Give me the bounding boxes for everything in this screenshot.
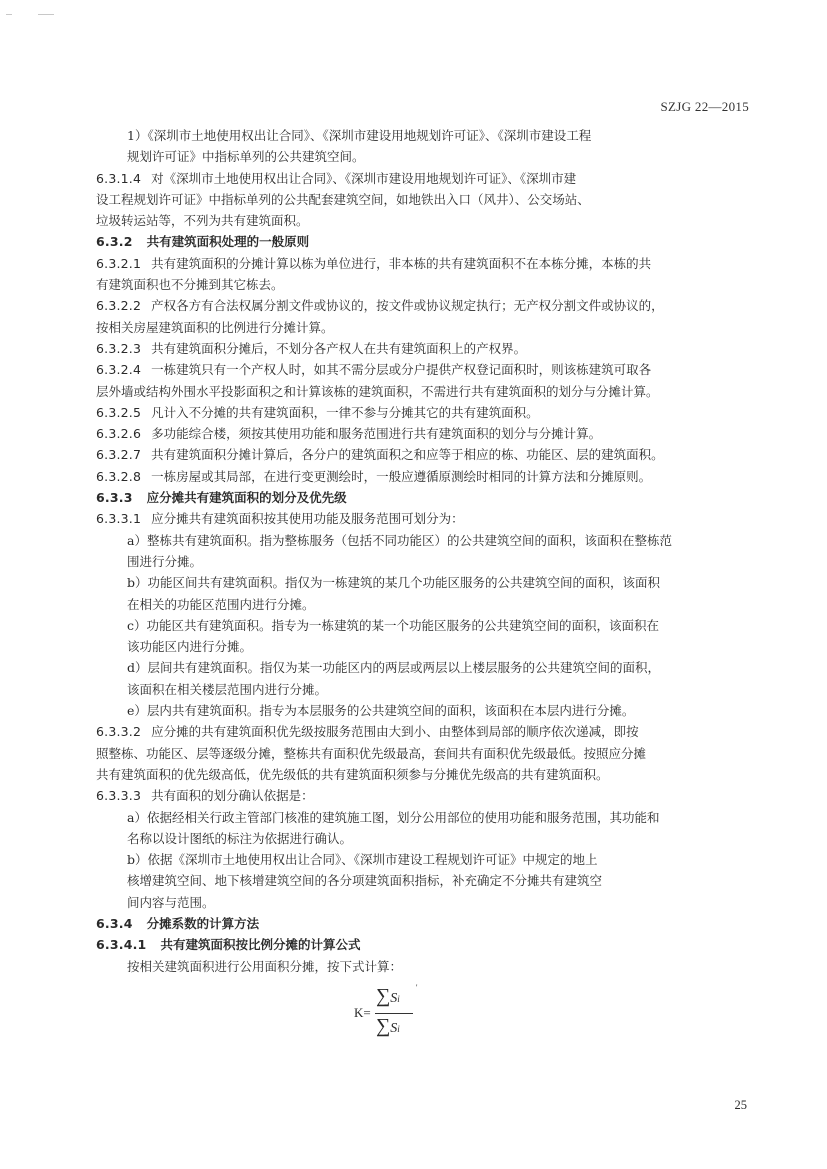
text-line <box>127 956 741 977</box>
text-line <box>96 338 741 359</box>
clause-number: 6.3.2.1 <box>96 255 142 271</box>
line-text: 按相关房屋建筑面积的比例进行分摊计算。 <box>96 319 334 335</box>
page-body <box>96 125 741 1053</box>
sum-symbol: ∑ <box>376 1014 391 1037</box>
line-text: 1）《深圳市土地使用权出让合同》、《深圳市建设用地规划许可证》、《深圳市建设工程 <box>127 128 592 143</box>
line-text: 对《深圳市土地使用权出让合同》、《深圳市建设用地规划许可证》、《深圳市建 <box>151 170 577 186</box>
text-line <box>127 828 741 849</box>
clause-number: 6.3.2.2 <box>96 298 142 314</box>
line-text: 设工程规划许可证》中指标单列的公共配套建筑空间，如地铁出入口（风井）、公交场站、 <box>96 191 590 207</box>
clause-number: 6.3.2.5 <box>96 404 142 420</box>
text-line <box>127 849 741 870</box>
line-text: 围进行分摊。 <box>127 553 203 569</box>
line-text: 核增建筑空间、地下核增建筑空间的各分项建筑面积指标，补充确定不分摊共有建筑空 <box>127 873 603 889</box>
section-heading <box>96 487 741 508</box>
line-text: 一栋房屋或其局部，在进行变更测绘时，一般应遵循原测绘时相同的计算方法和分摊原则。 <box>151 468 652 484</box>
formula-sub: i <box>397 993 400 1004</box>
clause-number: 6.3.3.1 <box>96 511 142 527</box>
line-text: 产权各方有合法权属分割文件或协议的，按文件或协议规定执行；无产权分割文件或协议的， <box>151 298 664 314</box>
text-line <box>127 125 741 146</box>
line-text: 分摊系数的计算方法 <box>146 915 260 931</box>
formula-prime: ' <box>416 982 418 992</box>
clause-number: 6.3.2.3 <box>96 340 142 356</box>
text-line <box>96 168 741 189</box>
clause-number: 6.3.2.6 <box>96 426 142 442</box>
line-text: 垃圾转运站等，不列为共有建筑面积。 <box>96 213 309 229</box>
line-text: 间内容与范围。 <box>127 894 215 910</box>
scan-mark-right <box>38 14 54 15</box>
scan-mark-left <box>6 14 12 15</box>
clause-number: 6.3.4.1 <box>96 937 147 953</box>
clause-number: 6.3.2.4 <box>96 362 142 378</box>
line-text: 应分摊共有建筑面积的划分及优先级 <box>146 490 347 506</box>
formula-var: S <box>390 1020 398 1036</box>
apportion-formula <box>96 983 741 1053</box>
text-line <box>127 892 741 913</box>
line-text: 层外墙或结构外围水平投影面积之和计算该栋的建筑面积，不需进行共有建筑面积的划分与分摊计算。 <box>96 383 659 399</box>
line-text: 在相关的功能区范围内进行分摊。 <box>127 596 315 612</box>
line-text: e）层内共有建筑面积。指专为本层服务的公共建筑空间的面积，该面积在本层内进行分摊。 <box>127 703 635 719</box>
text-line <box>96 317 741 338</box>
line-text: 共有建筑面积处理的一般原则 <box>146 234 310 250</box>
sum-symbol: ∑ <box>376 984 391 1007</box>
line-text: d）层间共有建筑面积。指仅为某一功能区内的两层或两层以上楼层服务的公共建筑空间的面积， <box>127 660 661 676</box>
formula-numerator <box>376 982 418 1008</box>
section-heading <box>96 934 741 955</box>
formula-denominator <box>376 1015 400 1038</box>
line-text: 凡计入不分摊的共有建筑面积，一律不参与分摊其它的共有建筑面积。 <box>151 404 539 420</box>
line-text: 一栋建筑只有一个产权人时，如其不需分层或分户提供产权登记面积时，则该栋建筑可取各 <box>151 362 652 378</box>
text-line <box>96 210 741 231</box>
line-text: 按相关建筑面积进行公用面积分摊，按下式计算： <box>127 958 403 974</box>
text-line <box>127 807 741 828</box>
text-line <box>96 423 741 444</box>
line-text: 该功能区内进行分摊。 <box>127 639 253 655</box>
text-line <box>96 785 741 806</box>
text-line <box>127 551 741 572</box>
text-line <box>127 530 741 551</box>
line-text: b）依据《深圳市土地使用权出让合同》、《深圳市建设工程规划许可证》中规定的地上 <box>127 852 598 868</box>
line-text: 共有建筑面积分摊后，不划分各产权人在共有建筑面积上的产权界。 <box>151 340 527 356</box>
line-text: 有建筑面积也不分摊到其它栋去。 <box>96 277 284 293</box>
text-line <box>96 253 741 274</box>
line-text: a）依据经相关行政主管部门核准的建筑施工图，划分公用部位的使用功能和服务范围，其功能和 <box>127 809 660 825</box>
text-line <box>127 594 741 615</box>
line-text: b）功能区间共有建筑面积。指仅为一栋建筑的某几个功能区服务的公共建筑空间的面积，该面积 <box>127 575 661 591</box>
line-text: 应分摊共有建筑面积按其使用功能及服务范围可划分为： <box>151 511 464 527</box>
clause-number: 6.3.2.8 <box>96 468 142 484</box>
line-text: 该面积在相关楼层范围内进行分摊。 <box>127 681 328 697</box>
section-heading <box>96 231 741 252</box>
clause-number: 6.3.3 <box>96 490 133 506</box>
text-line <box>127 615 741 636</box>
text-line <box>127 700 741 721</box>
text-line <box>127 572 741 593</box>
line-text: 多功能综合楼，须按其使用功能和服务范围进行共有建筑面积的划分与分摊计算。 <box>151 426 602 442</box>
text-line <box>96 444 741 465</box>
text-line <box>96 764 741 785</box>
page-number: 25 <box>734 1098 747 1112</box>
text-line <box>96 466 741 487</box>
text-line <box>96 274 741 295</box>
line-text: 照整栋、功能区、层等逐级分摊，整栋共有面积优先级最高，套间共有面积优先级最低。按照应分摊 <box>96 745 647 761</box>
text-line <box>127 679 741 700</box>
line-text: 共有建筑面积按比例分摊的计算公式 <box>160 937 361 953</box>
document-code: SZJG 22—2015 <box>660 99 749 114</box>
text-line <box>96 743 741 764</box>
text-line <box>96 359 741 380</box>
clause-number: 6.3.3.2 <box>96 724 142 740</box>
text-line <box>96 295 741 316</box>
text-line <box>127 146 741 167</box>
text-line <box>96 721 741 742</box>
line-text: 共有建筑面积的优先级高低，优先级低的共有建筑面积须参与分摊优先级高的共有建筑面积。 <box>96 766 609 782</box>
text-line <box>127 657 741 678</box>
line-text: 规划许可证》中指标单列的公共建筑空间。 <box>127 149 365 165</box>
line-text: 共有面积的划分确认依据是： <box>151 788 314 804</box>
text-line <box>96 189 741 210</box>
text-line <box>96 508 741 529</box>
text-line <box>96 402 741 423</box>
fraction-bar <box>375 1013 413 1014</box>
line-text: 名称以设计图纸的标注为依据进行确认。 <box>127 830 353 846</box>
formula-lhs: K= <box>354 1004 371 1020</box>
line-text: a）整栋共有建筑面积。指为整栋服务（包括不同功能区）的公共建筑空间的面积，该面积在整栋范 <box>127 532 672 548</box>
clause-number: 6.3.4 <box>96 915 133 931</box>
line-text: 共有建筑面积的分摊计算以栋为单位进行，非本栋的共有建筑面积不在本栋分摊，本栋的共 <box>151 255 652 271</box>
clause-number: 6.3.3.3 <box>96 788 142 804</box>
formula-sub: i <box>397 1023 400 1034</box>
clause-number: 6.3.2.7 <box>96 447 142 463</box>
formula-var: S <box>390 990 398 1006</box>
clause-number: 6.3.2 <box>96 234 133 250</box>
section-heading <box>96 913 741 934</box>
text-line <box>96 381 741 402</box>
clause-number: 6.3.1.4 <box>96 170 142 186</box>
text-line <box>127 870 741 891</box>
text-line <box>127 636 741 657</box>
line-text: 共有建筑面积分摊计算后，各分户的建筑面积之和应等于相应的栋、功能区、层的建筑面积。 <box>151 447 664 463</box>
line-text: c）功能区共有建筑面积。指专为一栋建筑的某一个功能区服务的公共建筑空间的面积，该面积在 <box>127 617 660 633</box>
line-text: 应分摊的共有建筑面积优先级按服务范围由大到小、由整体到局部的顺序依次递减，即按 <box>151 724 639 740</box>
